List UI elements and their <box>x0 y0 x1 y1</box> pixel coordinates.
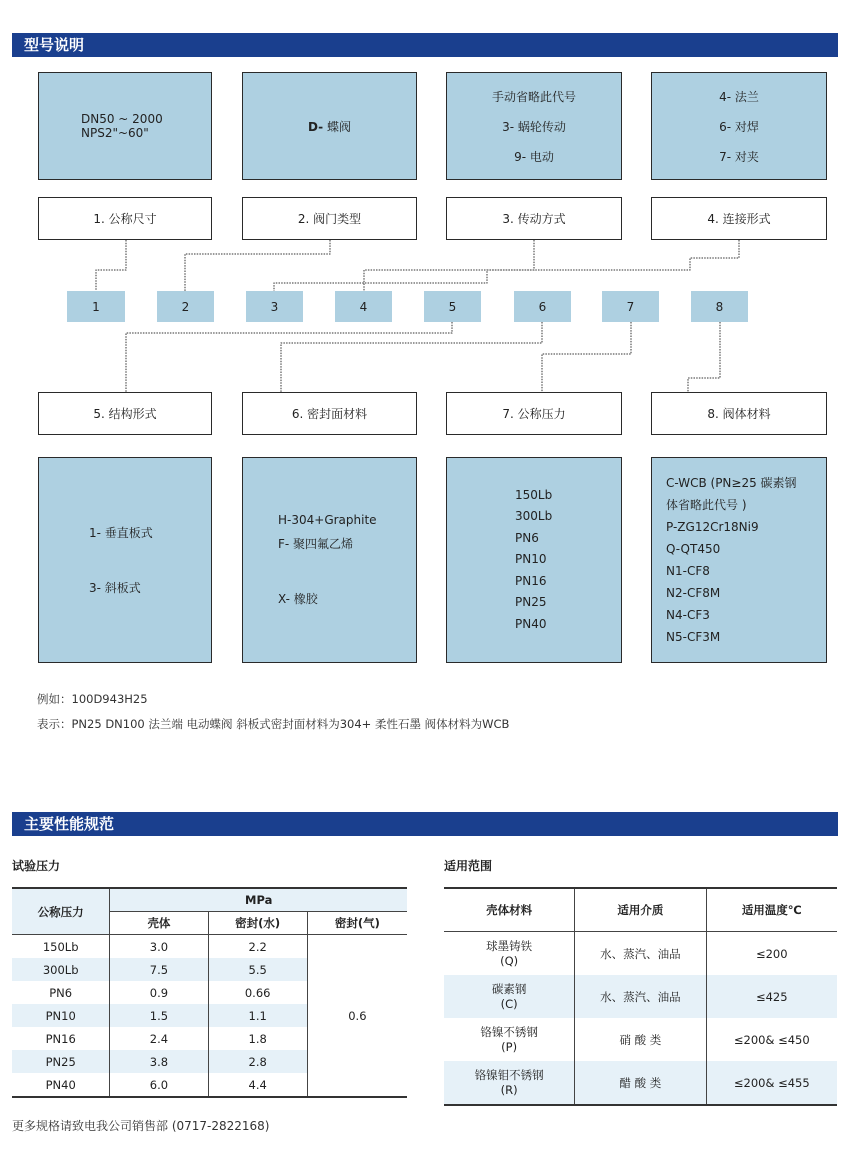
pressure-item: PN10 <box>515 552 547 567</box>
cell-temperature: ≤200 <box>706 932 837 976</box>
conn-flange: 4- 法兰 <box>719 89 759 104</box>
header-seal-air: 密封(气) <box>307 912 407 935</box>
label-nominal-pressure: 7. 公称压力 <box>446 392 622 435</box>
example-code: 例如：100D943H25 <box>37 692 148 706</box>
header-medium: 适用介质 <box>575 888 706 932</box>
cell-shell: 2.4 <box>110 1027 208 1050</box>
connector-3 <box>274 240 534 291</box>
cell-medium: 水、蒸汽、油品 <box>575 975 706 1018</box>
label-drive: 3. 传动方式 <box>446 197 622 240</box>
code-position-7: 7 <box>602 291 659 322</box>
label-structure: 5. 结构形式 <box>38 392 212 435</box>
material-name: 球墨铸铁 <box>486 938 533 953</box>
seal-rubber: X- 橡胶 <box>278 592 318 606</box>
seal-material-box <box>242 457 417 663</box>
material-name: 铬镍钼不锈钢 <box>474 1067 544 1082</box>
cell-name: 300Lb <box>12 958 110 981</box>
table-row <box>444 932 837 976</box>
body-material-item: P-ZG12Cr18Ni9 <box>666 520 759 534</box>
table-row <box>444 1018 837 1061</box>
pressure-item: PN40 <box>515 616 547 631</box>
header-shell: 壳体 <box>110 912 208 935</box>
example-explanation: 表示：PN25 DN100 法兰端 电动蝶阀 斜板式密封面材料为304+ 柔性石墨 阀体材料为WCB <box>37 717 510 731</box>
material-name: 铬镍不锈钢 <box>480 1024 538 1039</box>
label-body-material: 8. 阀体材料 <box>651 392 827 435</box>
code-position-2: 2 <box>157 291 214 322</box>
material-name: 碳素钢 <box>491 981 527 996</box>
material-code: (Q) <box>500 953 519 968</box>
header-body-material: 壳体材料 <box>444 888 575 932</box>
valve-type-code: D- <box>308 119 324 134</box>
structure-inclined: 3- 斜板式 <box>89 581 141 595</box>
body-material-item: C-WCB (PN≥25 碳素钢 <box>666 476 797 490</box>
connector-5 <box>126 322 452 392</box>
pressure-item: PN25 <box>515 595 547 610</box>
cell-temperature: ≤200& ≤450 <box>706 1018 837 1061</box>
body-material-item: Q-QT450 <box>666 542 721 556</box>
code-position-1: 1 <box>67 291 125 322</box>
cell-name: PN25 <box>12 1050 110 1073</box>
drive-electric: 9- 电动 <box>514 149 554 164</box>
cell-name: PN10 <box>12 1004 110 1027</box>
cell-water: 1.1 <box>208 1004 307 1027</box>
cell-air-merged: 0.6 <box>307 935 407 1098</box>
label-seal-material: 6. 密封面材料 <box>242 392 417 435</box>
conn-wafer: 7- 对夹 <box>719 149 759 164</box>
seal-graphite: H-304+Graphite <box>278 513 377 527</box>
application-title: 适用范围 <box>444 859 493 873</box>
drive-box <box>446 72 622 180</box>
conn-butt: 6- 对焊 <box>719 119 759 134</box>
size-range: DN50 ~ 2000 <box>81 112 163 126</box>
cell-water: 4.4 <box>208 1073 307 1097</box>
pressure-item: PN16 <box>515 573 547 588</box>
test-pressure-title: 试验压力 <box>12 859 61 873</box>
cell-temperature: ≤425 <box>706 975 837 1018</box>
cell-material <box>444 1018 575 1061</box>
structure-vertical: 1- 垂直板式 <box>89 526 153 540</box>
size-nps: NPS2"~60" <box>81 126 149 140</box>
body-material-item: 体省略此代号 ) <box>666 498 747 512</box>
pressure-item: 300Lb <box>515 509 553 524</box>
cell-water: 5.5 <box>208 958 307 981</box>
cell-name: PN6 <box>49 985 73 1000</box>
header-mpa: MPa <box>110 888 407 912</box>
cell-shell: 3.8 <box>110 1050 208 1073</box>
cell-water: 2.2 <box>208 935 307 959</box>
cell-name: PN40 <box>12 1073 110 1097</box>
code-position-6: 6 <box>514 291 571 322</box>
cell-medium: 水、蒸汽、油品 <box>575 932 706 976</box>
pressure-item: PN6 <box>515 530 539 545</box>
valve-type-text: 蝶阀 <box>323 119 351 134</box>
material-code: (P) <box>501 1039 518 1054</box>
code-position-8: 8 <box>691 291 748 322</box>
cell-shell: 6.0 <box>110 1073 208 1097</box>
cell-name: PN16 <box>45 1031 76 1046</box>
connector-8 <box>688 322 720 392</box>
code-position-3: 3 <box>246 291 303 322</box>
connector-2 <box>185 240 330 291</box>
table-row <box>444 975 837 1018</box>
section-title-model: 型号说明 <box>12 33 838 57</box>
material-code: (R) <box>500 1082 518 1097</box>
connector-4 <box>364 240 739 291</box>
section-title-performance: 主要性能规范 <box>12 812 838 836</box>
cell-water: 0.66 <box>208 981 307 1004</box>
body-material-item: N1-CF8 <box>666 564 710 578</box>
structure-box <box>38 457 212 663</box>
table-row <box>12 935 407 959</box>
drive-worm: 3- 蜗轮传动 <box>502 119 566 134</box>
table-row <box>444 1061 837 1105</box>
cell-water: 1.8 <box>208 1027 307 1050</box>
label-nominal-size: 1. 公称尺寸 <box>38 197 212 240</box>
test-pressure-table <box>12 887 407 1098</box>
footer-contact: 更多规格请致电我公司销售部 (0717-2822168) <box>12 1119 270 1133</box>
cell-material <box>444 932 575 976</box>
label-connection: 4. 连接形式 <box>651 197 827 240</box>
code-position-4: 4 <box>335 291 392 322</box>
connector-6 <box>281 322 542 392</box>
pressure-item: 150Lb <box>515 487 553 502</box>
pressure-box <box>446 457 622 663</box>
connector-1 <box>96 240 126 291</box>
cell-temperature: ≤200& ≤455 <box>706 1061 837 1105</box>
valve-type-box <box>242 72 417 180</box>
cell-shell: 7.5 <box>110 958 208 981</box>
cell-shell: 0.9 <box>110 981 208 1004</box>
seal-ptfe: F- 聚四氟乙烯 <box>278 537 354 551</box>
cell-shell: 3.0 <box>110 935 208 959</box>
header-seal-water: 密封(水) <box>208 912 307 935</box>
connection-box <box>651 72 827 180</box>
cell-medium: 硝 酸 类 <box>575 1018 706 1061</box>
body-material-item: N2-CF8M <box>666 586 721 600</box>
label-valve-type: 2. 阀门类型 <box>242 197 417 240</box>
material-code: (C) <box>500 996 518 1011</box>
application-table <box>444 887 837 1106</box>
cell-water: 2.8 <box>208 1050 307 1073</box>
body-material-item: N5-CF3M <box>666 630 721 644</box>
body-material-box <box>651 457 827 663</box>
cell-material <box>444 975 575 1018</box>
header-nominal-pressure: 公称压力 <box>12 888 110 935</box>
body-material-item: N4-CF3 <box>666 608 710 622</box>
cell-shell: 1.5 <box>110 1004 208 1027</box>
drive-manual: 手动省略此代号 <box>491 89 576 104</box>
size-box <box>38 72 212 180</box>
cell-material <box>444 1061 575 1105</box>
header-temperature: 适用温度℃ <box>706 888 837 932</box>
code-position-5: 5 <box>424 291 481 322</box>
cell-medium: 醋 酸 类 <box>575 1061 706 1105</box>
connector-7 <box>542 322 631 392</box>
cell-name: 150Lb <box>42 939 79 954</box>
